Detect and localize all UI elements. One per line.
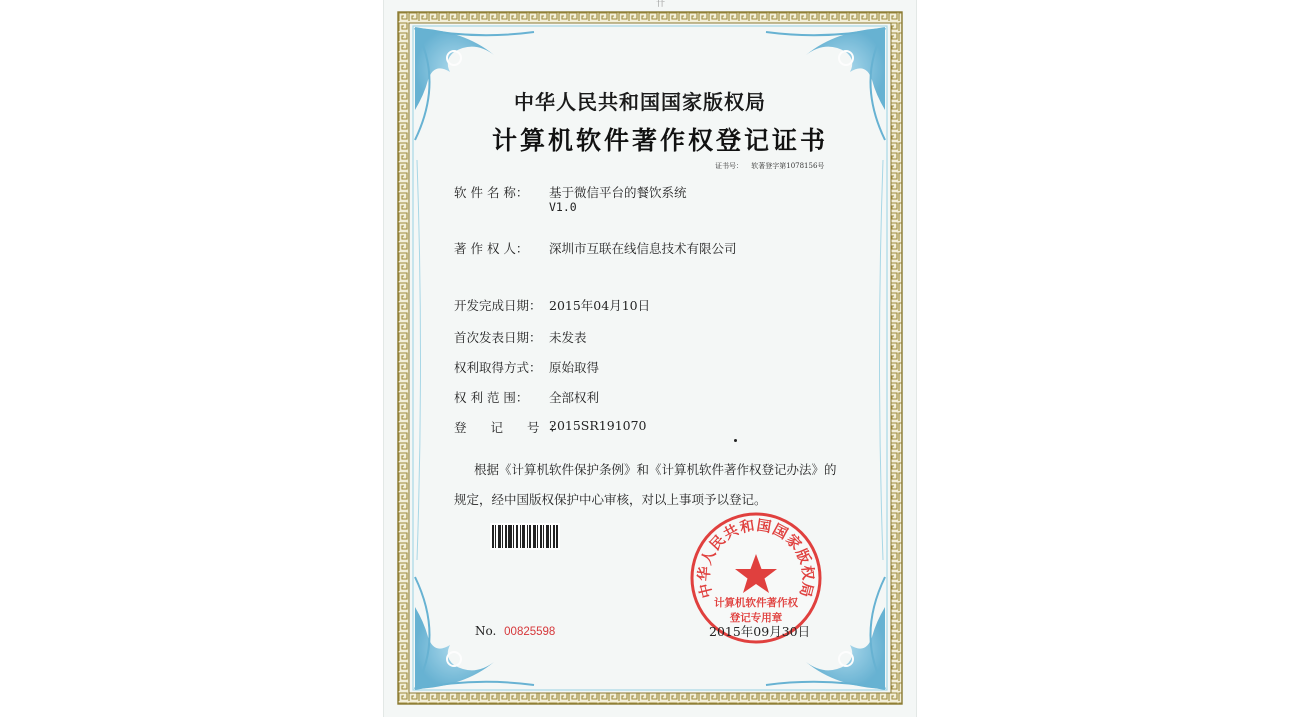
serial-prefix: No. (475, 624, 497, 638)
registration-number: 2015SR191070 (549, 418, 647, 433)
serial-number: 00825598 (504, 626, 556, 638)
barcode (490, 523, 560, 550)
scope: 全部权利 (549, 390, 600, 405)
completion-date-label: 开发完成日期： (454, 298, 542, 313)
first-publish-label: 首次发表日期： (454, 330, 542, 345)
acquisition: 原始取得 (549, 360, 600, 375)
owner-label: 著 作 权 人： (454, 241, 529, 256)
certificate-title: 计算机软件著作权登记证书 (492, 126, 829, 155)
statement-line-2: 规定，经中国版权保护中心审核，对以上事项予以登记。 (454, 492, 767, 507)
seal-line-1: 计算机软件著作权 (714, 597, 798, 609)
issue-date: 2015年09月30日 (709, 624, 811, 639)
acquisition-label: 权利取得方式： (454, 360, 542, 375)
owner: 深圳市互联在线信息技术有限公司 (549, 241, 737, 256)
software-name-label: 软 件 名 称： (454, 185, 529, 200)
completion-date: 2015年04月10日 (549, 298, 651, 313)
serial-number-line (475, 624, 555, 638)
scope-label: 权 利 范 围： (454, 390, 529, 405)
certificate-number: 软著登字第1078156号 (751, 162, 825, 170)
statement-line-1: 根据《计算机软件保护条例》和《计算机软件著作权登记办法》的 (474, 462, 837, 477)
software-version: V1.0 (549, 200, 577, 214)
issuing-organization: 中华人民共和国国家版权局 (514, 90, 766, 114)
seal-line-2: 登记专用章 (729, 612, 783, 624)
software-name: 基于微信平台的餐饮系统 (549, 185, 687, 200)
certificate-number-label: 证书号： (715, 162, 743, 170)
top-handwritten-mark: 卄 (656, 0, 666, 9)
certificate-sheet (384, 0, 916, 717)
registration-label: 登 记 号： (454, 420, 572, 435)
seal-arc-text: 中华人民共和国国家版权局 (696, 517, 816, 600)
certificate-number-line (715, 161, 824, 171)
speck-dot (734, 439, 737, 442)
first-publish: 未发表 (549, 330, 587, 345)
